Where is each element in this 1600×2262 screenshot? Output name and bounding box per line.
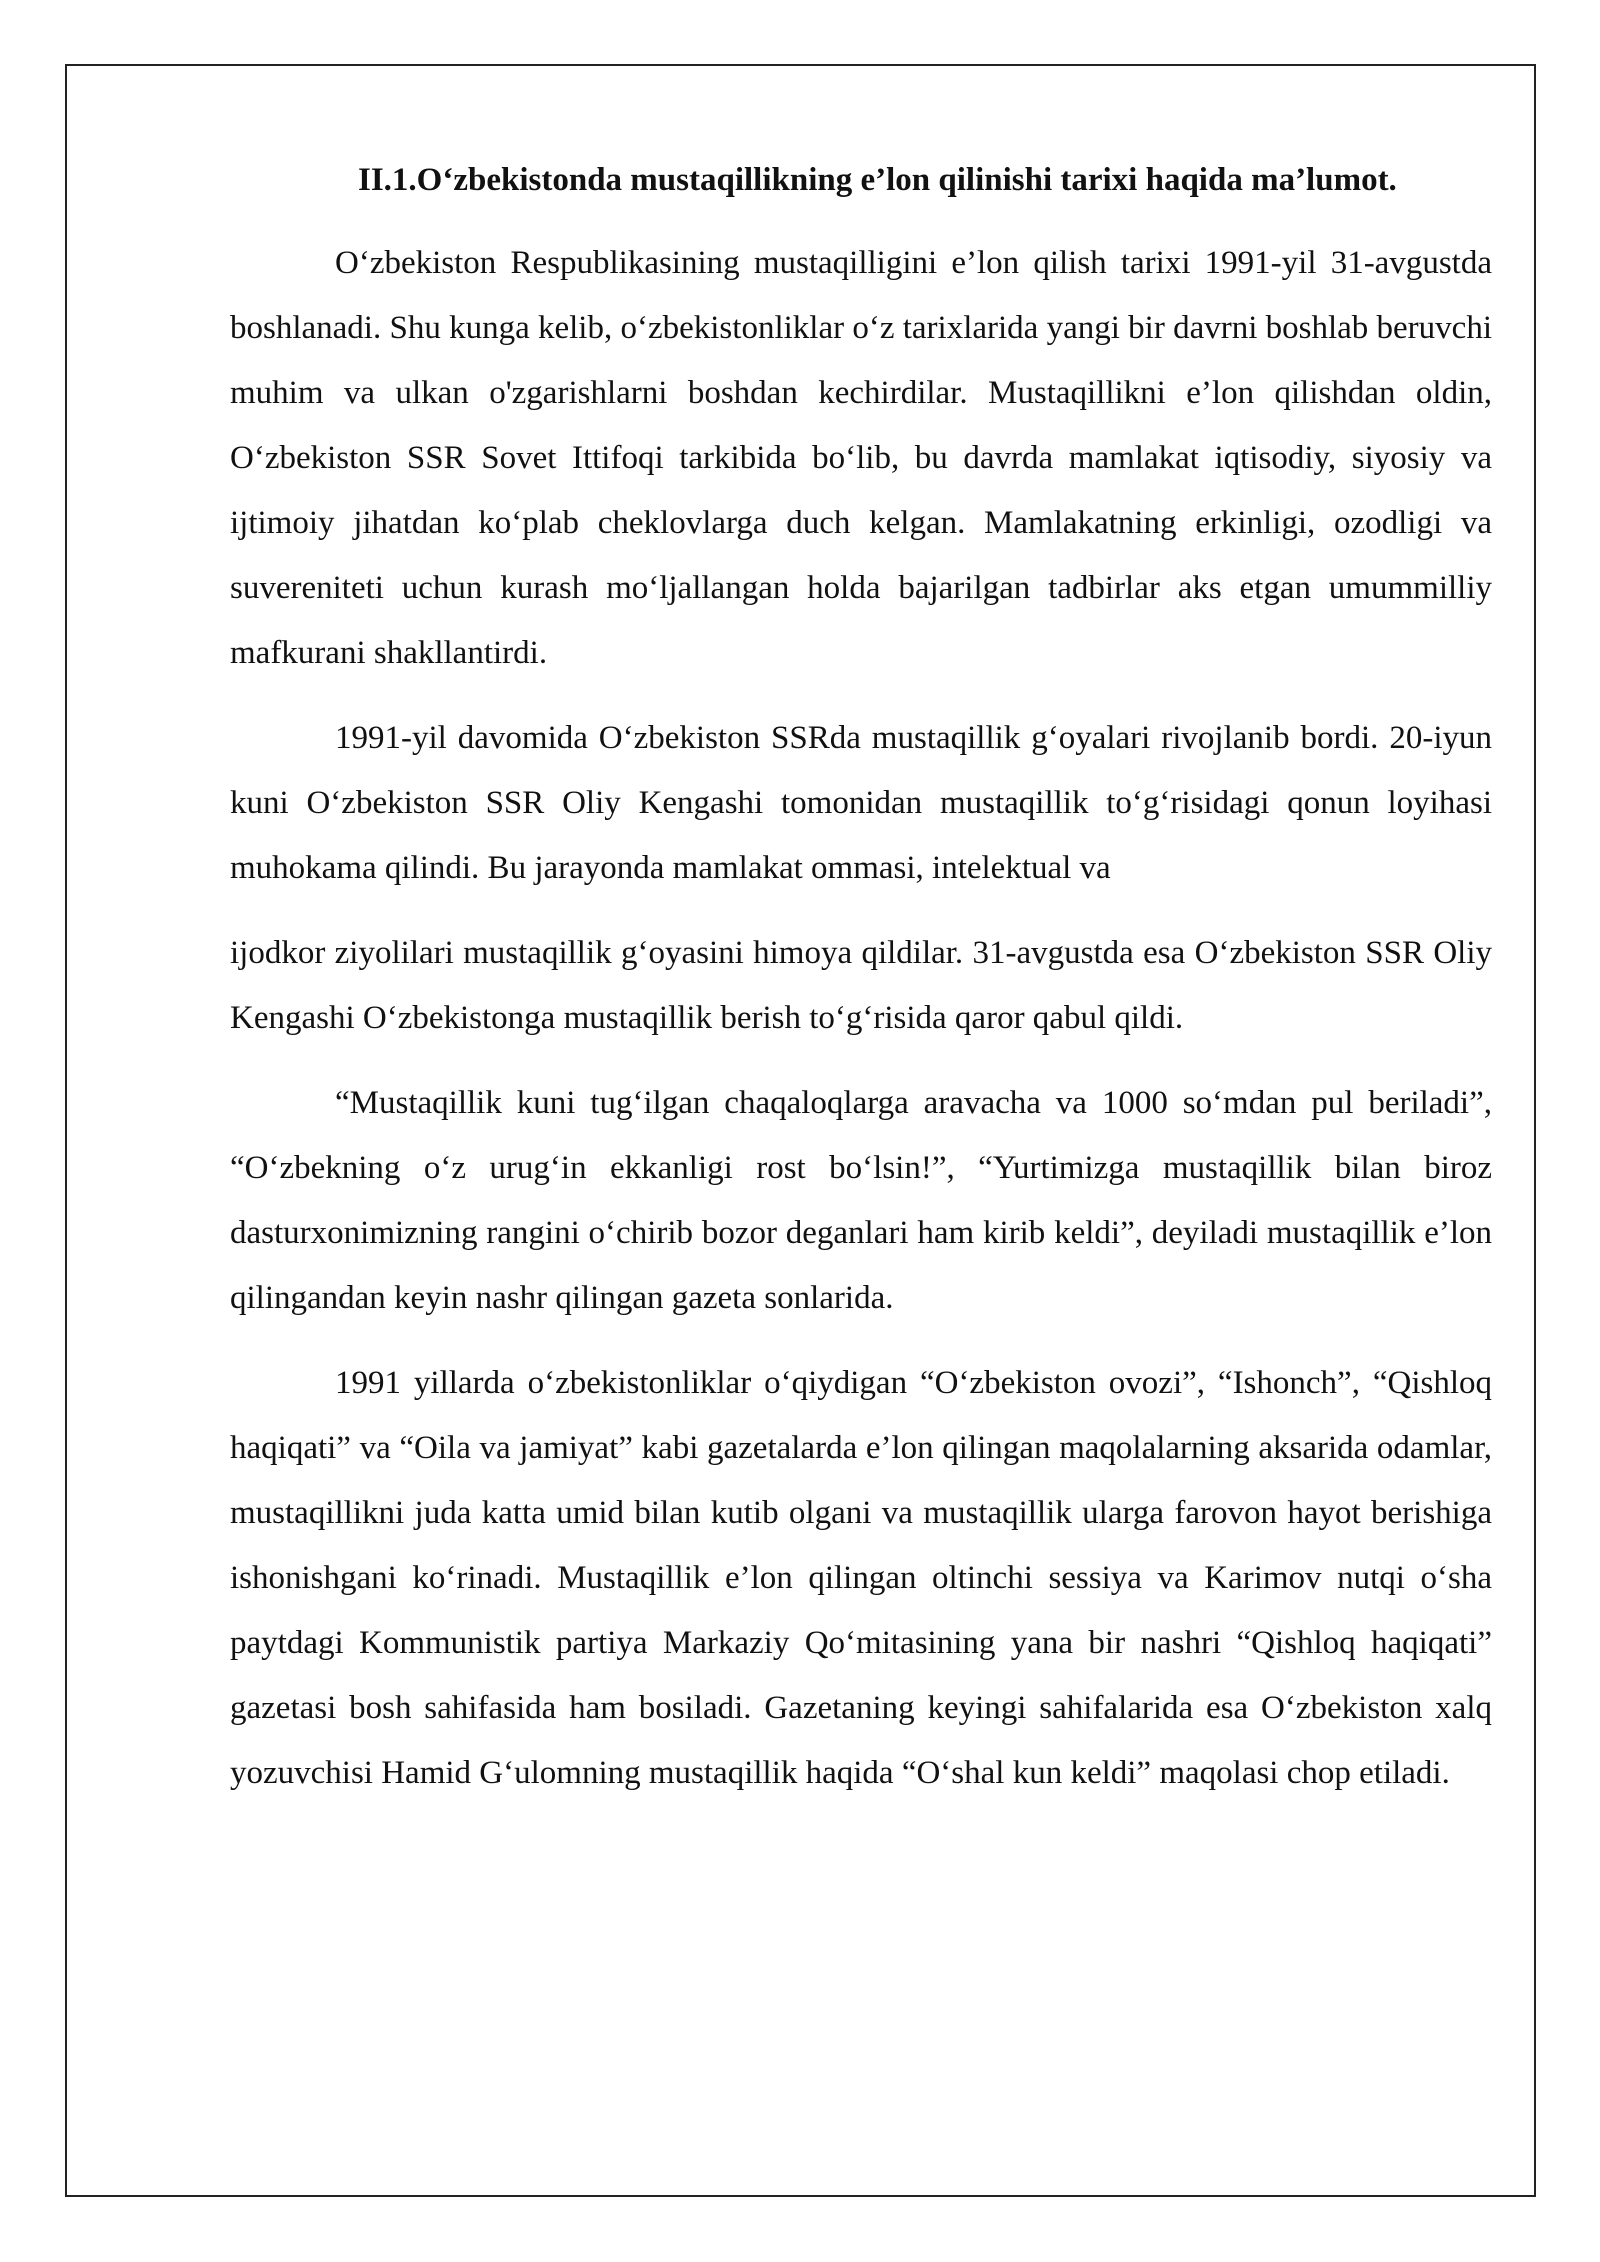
document-body <box>230 148 1492 1826</box>
section-heading: II.1.O‘zbekistonda mustaqillikning e’lon qilinishi tarixi haqida ma’lumot. <box>358 162 1397 198</box>
paragraph-2-continued: ijodkor ziyolilari mustaqillik g‘oyasini himoya qildilar. 31-avgustda esa O‘zbekiston SSR Oliy Kengashi O‘zbekistonga mustaqillik berish to‘g‘risida qaror qabul qildi. <box>230 935 1492 1036</box>
paragraph-3: “Mustaqillik kuni tug‘ilgan chaqaloqlarga aravacha va 1000 so‘mdan pul beriladi”, “O‘zbekning o‘z urug‘in ekkanligi rost bo‘lsin!”, “Yurtimizga mustaqillik bilan biroz dasturxonimizning rangini o‘chirib bozor deganlari ham kirib keldi”, deyiladi mustaqillik e’lon qilingandan keyin nashr qilingan gazeta sonlarida. <box>230 1085 1492 1316</box>
paragraph-2: 1991-yil davomida O‘zbekiston SSRda mustaqillik g‘oyalari rivojlanib bordi. 20-iyun kuni O‘zbekiston SSR Oliy Kengashi tomonidan mustaqillik to‘g‘risidagi qonun loyihasi muhokama qilindi. Bu jarayonda mamlakat ommasi, intelektual va <box>230 720 1492 886</box>
paragraph-4: 1991 yillarda o‘zbekistonliklar o‘qiydigan “O‘zbekiston ovozi”, “Ishonch”, “Qishloq haqiqati” va “Oila va jamiyat” kabi gazetalarda e’lon qilingan maqolalarning aksarida odamlar, mustaqillikni juda katta umid bilan kutib olgani va mustaqillik ularga farovon hayot berishiga ishonishgani ko‘rinadi. Mustaqillik e’lon qilingan oltinchi sessiya va Karimov nutqi o‘sha paytdagi Kommunistik partiya Markaziy Qo‘mitasining yana bir nashri “Qishloq haqiqati” gazetasi bosh sahifasida ham bosiladi. Gazetaning keyingi sahifalarida esa O‘zbekiston xalq yozuvchisi Hamid G‘ulomning mustaqillik haqida “O‘shal kun keldi” maqolasi chop etiladi. <box>230 1365 1492 1791</box>
paragraph-1: O‘zbekiston Respublikasining mustaqilligini e’lon qilish tarixi 1991-yil 31-avgustda boshlanadi. Shu kunga kelib, o‘zbekistonliklar o‘z tarixlarida yangi bir davrni boshlab beruvchi muhim va ulkan o'zgarishlarni boshdan kechirdilar. Mustaqillikni e’lon qilishdan oldin, O‘zbekiston SSR Sovet Ittifoqi tarkibida bo‘lib, bu davrda mamlakat iqtisodiy, siyosiy va ijtimoiy jihatdan ko‘plab cheklovlarga duch kelgan. Mamlakatning erkinligi, ozodligi va suvereniteti uchun kurash mo‘ljallangan holda bajarilgan tadbirlar aks etgan umummilliy mafkurani shakllantirdi. <box>230 245 1492 671</box>
